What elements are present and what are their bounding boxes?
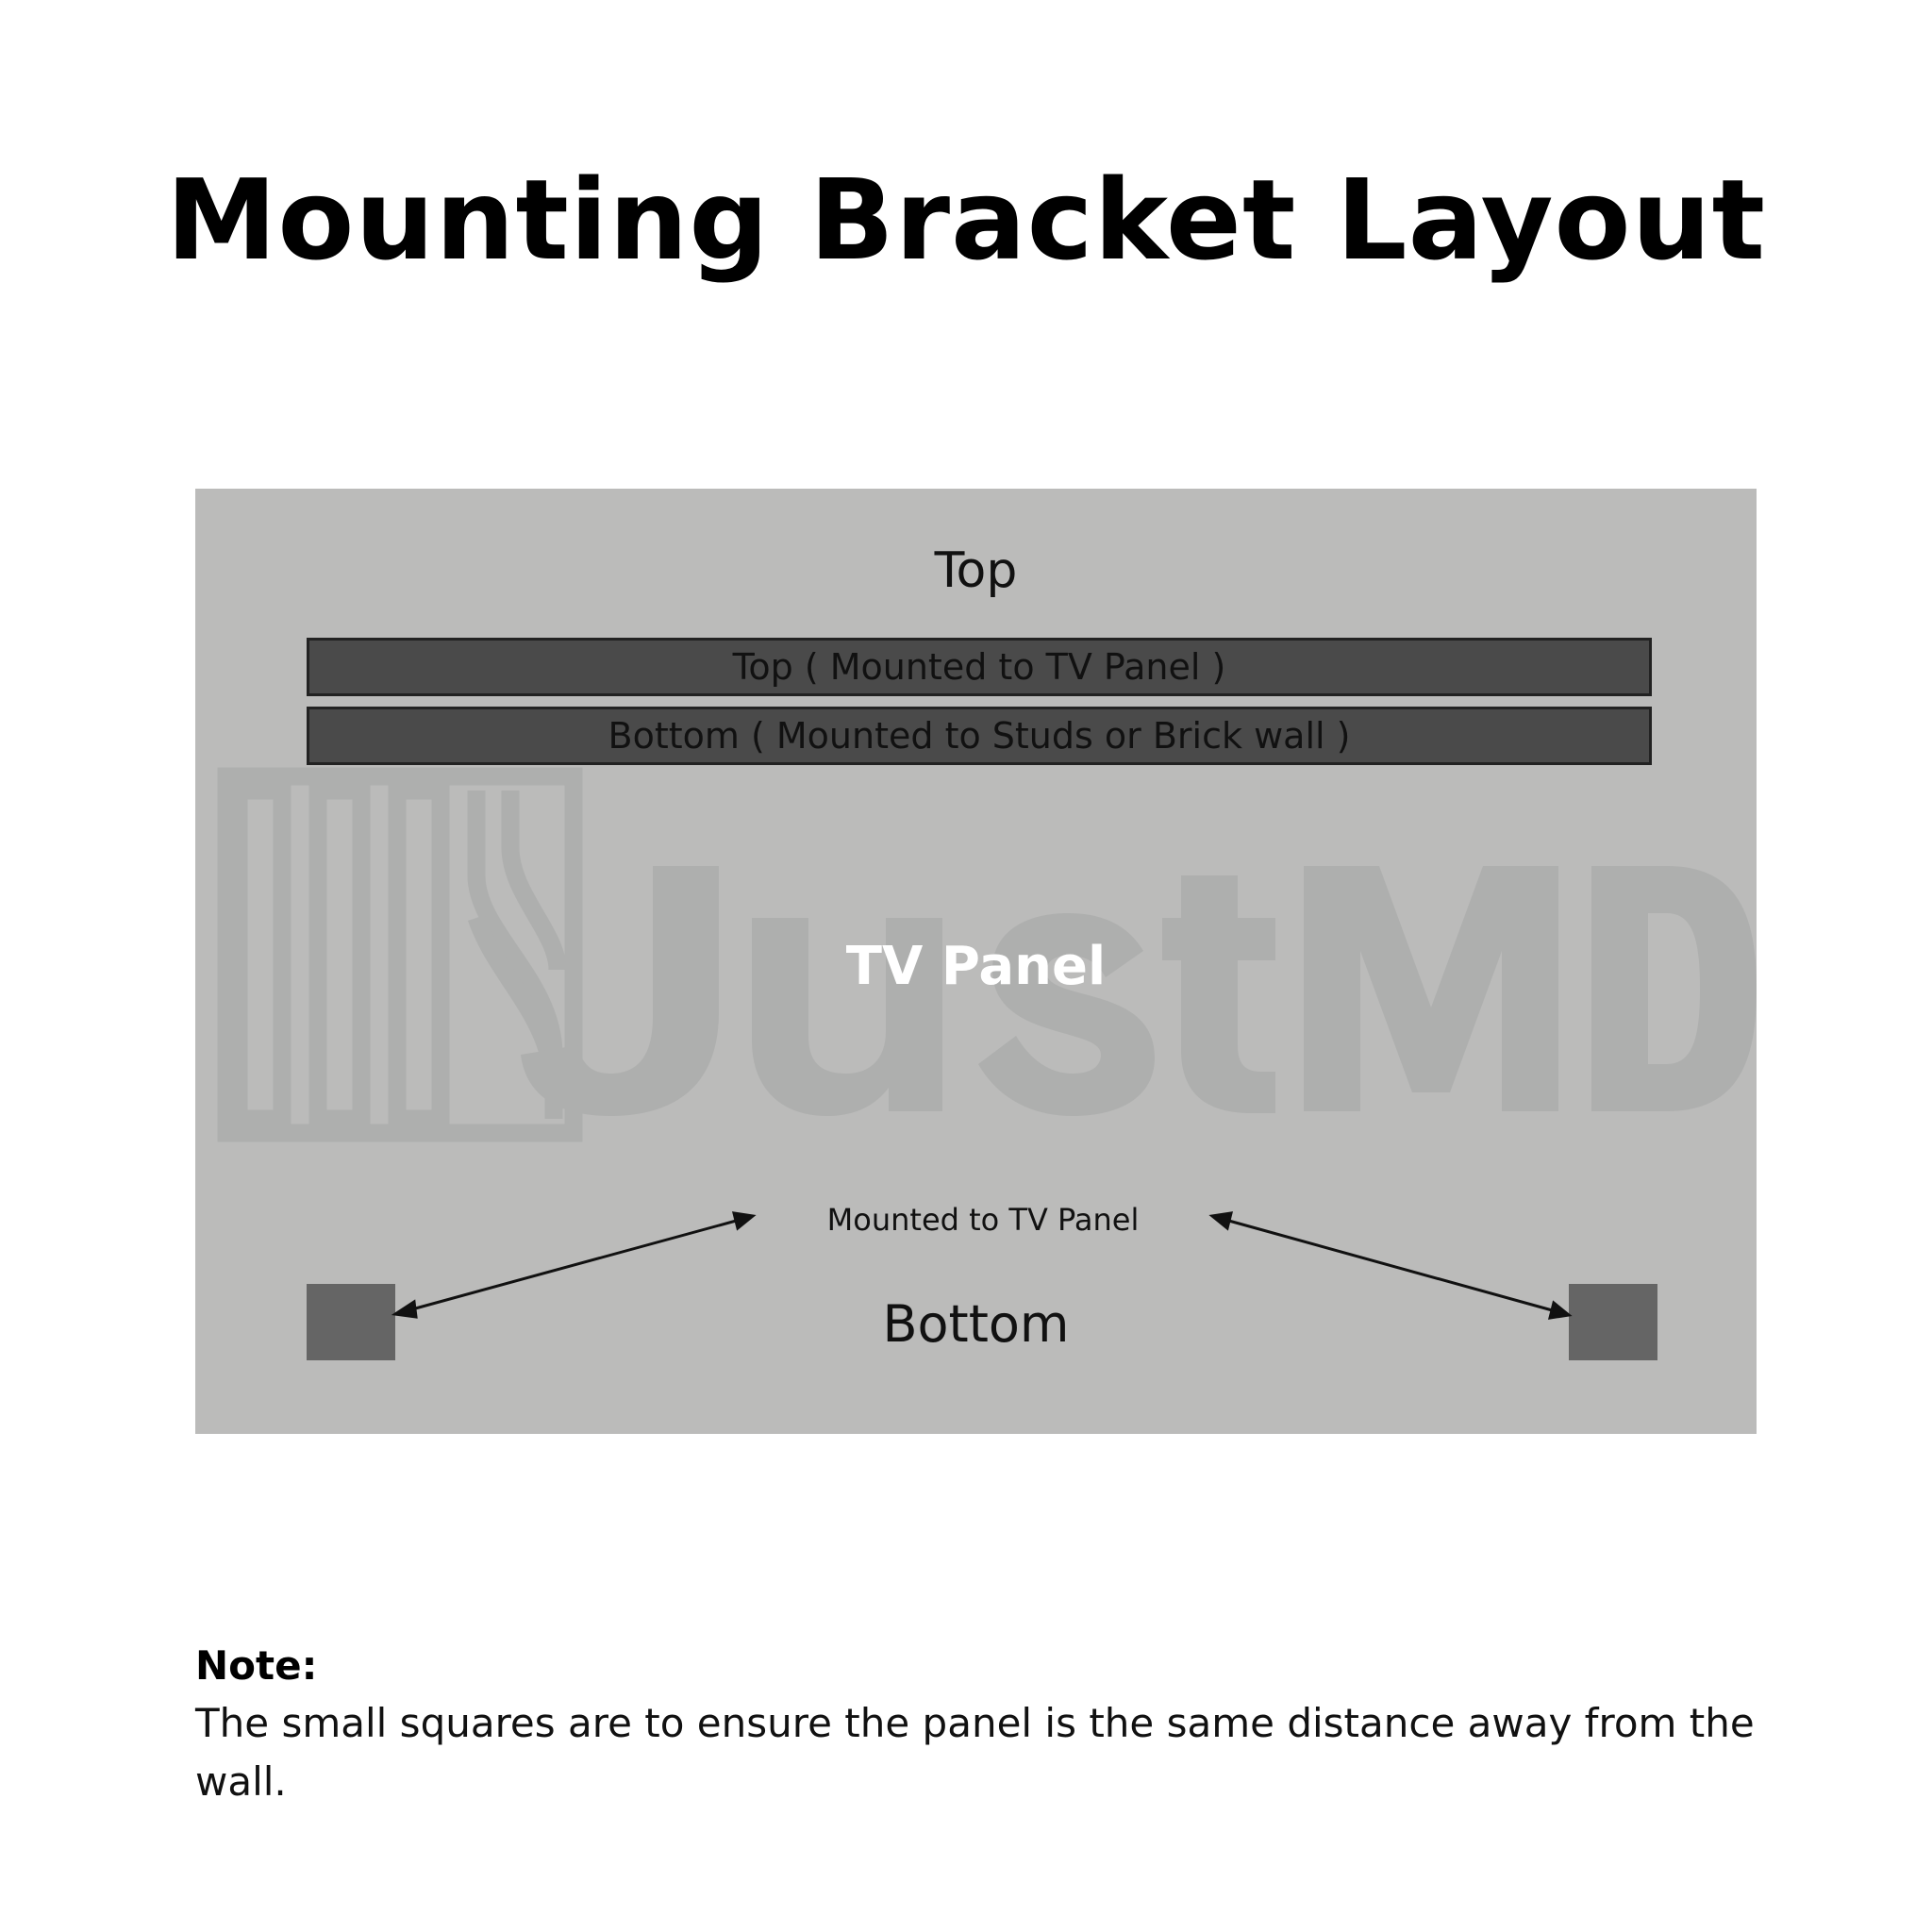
- tv-panel-label: TV Panel: [845, 936, 1107, 997]
- diagram-bottom-label: Bottom: [882, 1294, 1070, 1354]
- note-heading: Note:: [195, 1642, 318, 1689]
- diagram-top-label: Top: [934, 542, 1018, 599]
- bottom-bracket-label: Bottom ( Mounted to Studs or Brick wall ): [608, 715, 1351, 757]
- note-body: The small squares are to ensure the panel is the same distance away from the wall.: [195, 1700, 1755, 1805]
- page-title: Mounting Bracket Layout: [165, 155, 1767, 285]
- mounting-diagram: [195, 489, 1757, 1434]
- mount-annotation: Mounted to TV Panel: [826, 1202, 1140, 1238]
- top-bracket-label: Top ( Mounted to TV Panel ): [732, 646, 1226, 688]
